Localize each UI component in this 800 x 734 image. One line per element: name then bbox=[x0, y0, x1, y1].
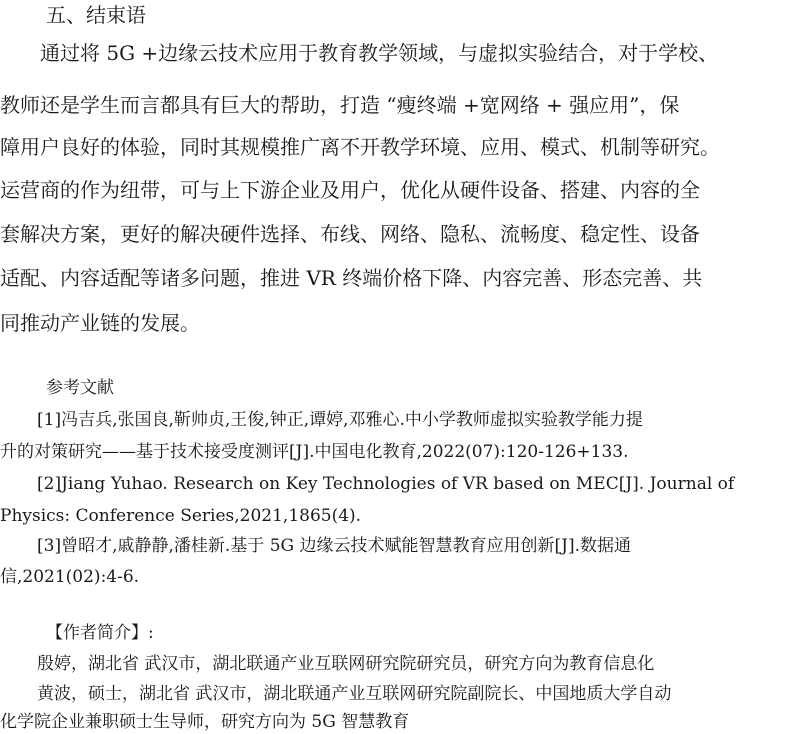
author-bio-line-1: 殷婷，湖北省 武汉市，湖北联通产业互联网研究院研究员，研究方向为教育信息化 bbox=[37, 654, 655, 674]
reference-2-line-2: Physics: Conference Series,2021,1865(4). bbox=[0, 506, 362, 526]
body-line-3: 障用户良好的体验，同时其规模推广离不开教学环境、应用、模式、机制等研究。 bbox=[0, 135, 720, 159]
body-line-4: 运营商的作为纽带，可与上下游企业及用户，优化从硬件设备、搭建、内容的全 bbox=[0, 178, 700, 202]
reference-2-line-1: [2]Jiang Yuhao. Research on Key Technologies of VR based on MEC[J]. Journal of bbox=[37, 474, 735, 494]
reference-1-line-1: [1]冯吉兵,张国良,靳帅贞,王俊,钟正,谭婷,邓雅心.中小学教师虚拟实验教学能力提 bbox=[37, 410, 643, 430]
reference-1-line-2: 升的对策研究——基于技术接受度测评[J].中国电化教育,2022(07):120-126+133. bbox=[0, 442, 629, 462]
body-line-1: 通过将 5G +边缘云技术应用于教育教学领域，与虚拟实验结合，对于学校、 bbox=[0, 41, 719, 65]
body-line-7: 同推动产业链的发展。 bbox=[0, 311, 200, 335]
body-line-6: 适配、内容适配等诸多问题，推进 VR 终端价格下降、内容完善、形态完善、共 bbox=[0, 266, 703, 290]
body-line-2: 教师还是学生而言都具有巨大的帮助，打造 “瘦终端 +宽网络 + 强应用”，保 bbox=[0, 93, 680, 117]
author-bio-heading: 【作者简介】: bbox=[46, 623, 154, 643]
body-line-5: 套解决方案，更好的解决硬件选择、布线、网络、隐私、流畅度、稳定性、设备 bbox=[0, 222, 700, 246]
author-bio-line-2: 黄波，硕士，湖北省 武汉市，湖北联通产业互联网研究院副院长、中国地质大学自动 bbox=[37, 684, 672, 704]
reference-3-line-1: [3]曾昭才,戚静静,潘桂新.基于 5G 边缘云技术赋能智慧教育应用创新[J].数据通 bbox=[37, 536, 631, 556]
reference-3-line-2: 信,2021(02):4-6. bbox=[0, 567, 140, 587]
author-bio-line-3: 化学院企业兼职硕士生导师，研究方向为 5G 智慧教育 bbox=[0, 712, 410, 732]
section-heading: 五、结束语 bbox=[46, 3, 146, 27]
references-heading: 参考文献 bbox=[46, 378, 114, 398]
